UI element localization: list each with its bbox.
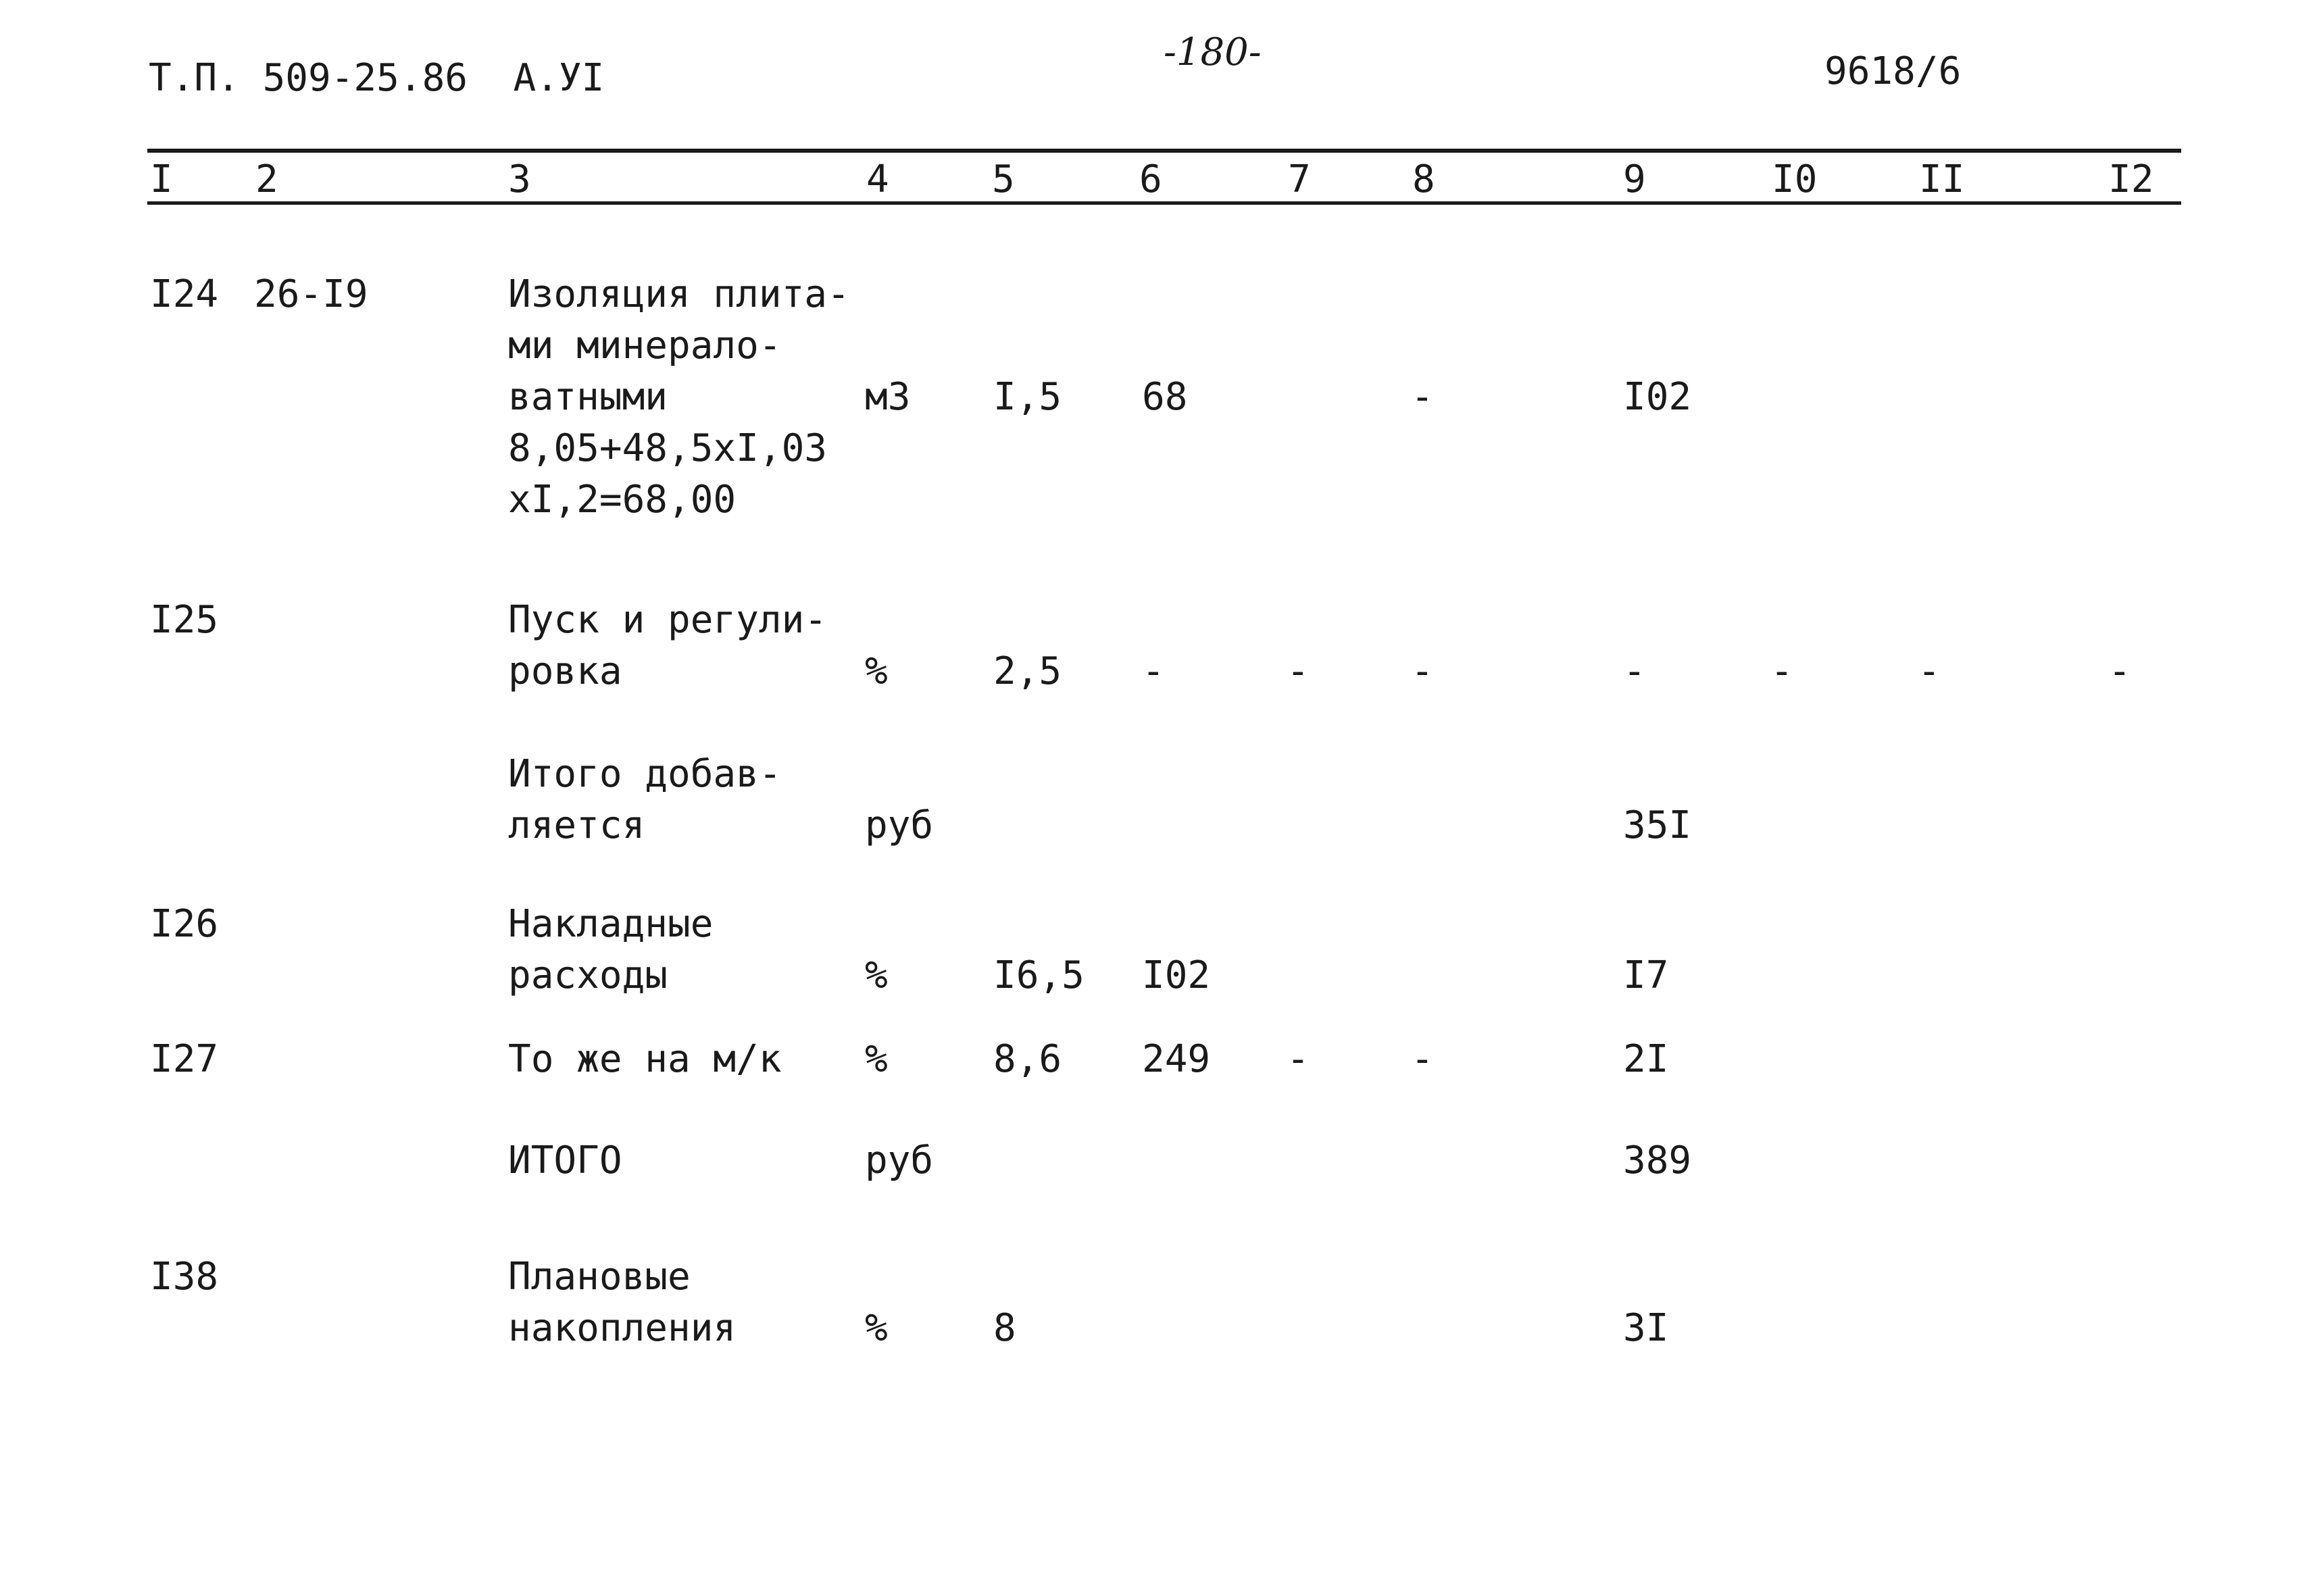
norm-code: 26-I9 <box>254 272 368 316</box>
row-number: I25 <box>150 598 219 642</box>
cell-c7: - <box>1287 649 1310 693</box>
cell-c9: I7 <box>1623 953 1669 997</box>
cell-c9: 3I <box>1623 1306 1669 1350</box>
column-header: 8 <box>1412 157 1435 201</box>
column-header: 5 <box>992 157 1015 201</box>
cell-c11: - <box>1918 649 1941 693</box>
sheet-code: 9618/6 <box>1824 49 1962 93</box>
work-description: Итого добав- ляется <box>508 752 782 847</box>
cell-c5: 8 <box>993 1306 1016 1350</box>
doc-code: Т.П. 509-25.86 А.УI <box>149 56 605 100</box>
column-header: I0 <box>1772 157 1818 201</box>
cell-c9: 389 <box>1623 1139 1692 1182</box>
cell-unit: м3 <box>865 375 911 419</box>
row-number: I26 <box>150 902 219 946</box>
table-top-rule <box>147 149 2181 153</box>
column-header: II <box>1919 157 1965 201</box>
cell-c6: 249 <box>1142 1037 1211 1081</box>
column-header: 7 <box>1288 157 1311 201</box>
cell-c6: I02 <box>1142 953 1211 997</box>
row-number: I38 <box>150 1255 219 1299</box>
cell-c10: - <box>1770 649 1793 693</box>
cell-unit: руб <box>865 1139 934 1182</box>
work-description: То же на м/к <box>508 1037 782 1081</box>
cell-c9: I02 <box>1623 375 1692 419</box>
row-number: I24 <box>150 272 219 316</box>
cell-c5: 2,5 <box>993 649 1062 693</box>
work-description: Плановые накопления <box>508 1255 737 1350</box>
table-header-rule <box>147 201 2181 205</box>
work-description: Накладные расходы <box>508 902 714 997</box>
column-header: 3 <box>508 157 531 201</box>
cell-c6: 68 <box>1142 375 1188 419</box>
work-description: Пуск и регули- ровка <box>508 598 828 693</box>
cell-c8: - <box>1411 1037 1434 1081</box>
column-header: 4 <box>866 157 889 201</box>
cell-unit: % <box>865 649 888 693</box>
column-header: I2 <box>2108 157 2154 201</box>
column-header: 6 <box>1139 157 1162 201</box>
work-description: Изоляция плита- ми минерало- ватными 8,05+48,5xI,03 xI,2=68,00 <box>508 272 850 522</box>
cell-c9: - <box>1623 649 1646 693</box>
work-description: ИТОГО <box>508 1139 622 1182</box>
cell-c8: - <box>1411 375 1434 419</box>
cell-c5: 8,6 <box>993 1037 1062 1081</box>
cell-c6: - <box>1142 649 1165 693</box>
cell-c5: I6,5 <box>993 953 1085 997</box>
cell-c8: - <box>1411 649 1434 693</box>
cell-c5: I,5 <box>993 375 1062 419</box>
page-number: -180- <box>1164 30 1262 74</box>
row-number: I27 <box>150 1037 219 1081</box>
cell-unit: % <box>865 1306 888 1350</box>
cell-unit: % <box>865 1037 888 1081</box>
column-header: 2 <box>255 157 278 201</box>
column-header: I <box>150 157 173 201</box>
cell-unit: руб <box>865 803 934 847</box>
cell-c12: - <box>2108 649 2131 693</box>
column-header: 9 <box>1623 157 1646 201</box>
cell-c9: 2I <box>1623 1037 1669 1081</box>
cell-unit: % <box>865 953 888 997</box>
cell-c9: 35I <box>1623 803 1692 847</box>
cell-c7: - <box>1287 1037 1310 1081</box>
